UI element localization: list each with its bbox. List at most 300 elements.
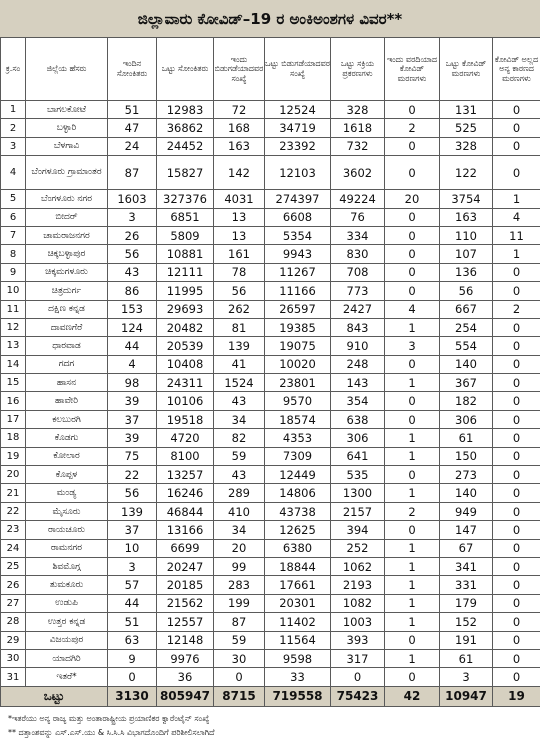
cell-today-infected: 4: [108, 355, 157, 373]
cell-total-discharged: 19075: [265, 337, 331, 355]
cell-today-deaths: 0: [385, 355, 440, 373]
cell-total-deaths: 147: [440, 521, 493, 539]
cell-district-name: ರಾಯಚೂರು: [26, 521, 108, 539]
table-row: [1, 539, 540, 557]
cell-non-covid-deaths: 0: [493, 668, 540, 686]
cell-total-deaths: 554: [440, 337, 493, 355]
cell-district-name: ಬಳ್ಳಾರಿ: [26, 119, 108, 137]
table-row: [1, 190, 540, 208]
cell-total-discharged: 19385: [265, 318, 331, 336]
cell-total-active: 393: [331, 631, 385, 649]
cell-total-deaths: 949: [440, 502, 493, 520]
table-body: [1, 101, 540, 707]
cell-total-infected: 4720: [157, 429, 214, 447]
cell-district-name: ಕಲಬುರಗಿ: [26, 410, 108, 428]
cell-total-discharged: 11166: [265, 282, 331, 300]
cell-today-infected: 139: [108, 502, 157, 520]
cell-today-discharged: 163: [214, 137, 265, 155]
cell-total-infected: 20539: [157, 337, 214, 355]
cell-today-infected: 39: [108, 392, 157, 410]
cell-total-discharged: 9943: [265, 245, 331, 263]
cell-total-active: 638: [331, 410, 385, 428]
cell-today-deaths: 0: [385, 156, 440, 190]
cell-today-infected: 98: [108, 374, 157, 392]
cell-today-discharged: 289: [214, 484, 265, 502]
cell-sl-no: 1: [1, 101, 26, 119]
header-total-discharged: ಒಟ್ಟು ಬಿಡುಗಡೆಯಾದವರ ಸಂಖ್ಯೆ: [265, 38, 331, 101]
cell-today-deaths: 0: [385, 226, 440, 244]
table-row: [1, 392, 540, 410]
cell-today-deaths: 4: [385, 300, 440, 318]
cell-total-discharged: 33: [265, 668, 331, 686]
cell-today-deaths: 0: [385, 245, 440, 263]
cell-non-covid-deaths: 0: [493, 101, 540, 119]
cell-sl-no: 12: [1, 318, 26, 336]
total-today-infected: 3130: [108, 686, 157, 706]
cell-total-infected: 20247: [157, 557, 214, 575]
cell-total-active: 732: [331, 137, 385, 155]
cell-total-infected: 5809: [157, 226, 214, 244]
cell-total-deaths: 152: [440, 613, 493, 631]
cell-sl-no: 8: [1, 245, 26, 263]
table-row: [1, 631, 540, 649]
cell-total-infected: 36: [157, 668, 214, 686]
cell-total-infected: 20185: [157, 576, 214, 594]
cell-non-covid-deaths: 0: [493, 429, 540, 447]
cell-total-infected: 10106: [157, 392, 214, 410]
table-row: [1, 410, 540, 428]
cell-total-deaths: 136: [440, 263, 493, 281]
table-row: [1, 429, 540, 447]
cell-total-discharged: 9570: [265, 392, 331, 410]
cell-total-deaths: 150: [440, 447, 493, 465]
cell-today-infected: 1603: [108, 190, 157, 208]
total-total-active: 75423: [331, 686, 385, 706]
cell-today-infected: 0: [108, 668, 157, 686]
table-row: [1, 245, 540, 263]
cell-sl-no: 21: [1, 484, 26, 502]
cell-today-deaths: 20: [385, 190, 440, 208]
cell-total-infected: 9976: [157, 649, 214, 667]
cell-today-discharged: 43: [214, 392, 265, 410]
footnote-data-source: ** ದತ್ತಾಂಶವನ್ನು ಎಸ್.ಎಸ್.ಯು & ಸಿ.ಸಿ.ಸಿ ವಿಭಾಗದೊಂದಿಗೆ ಪರಿಶೀಲಿಸಲಾಗಿದೆ: [8, 728, 215, 737]
cell-total-active: 394: [331, 521, 385, 539]
cell-today-infected: 86: [108, 282, 157, 300]
cell-today-discharged: 139: [214, 337, 265, 355]
cell-today-deaths: 0: [385, 208, 440, 226]
total-total-infected: 805947: [157, 686, 214, 706]
cell-total-infected: 10881: [157, 245, 214, 263]
cell-total-discharged: 4353: [265, 429, 331, 447]
cell-sl-no: 5: [1, 190, 26, 208]
cell-today-deaths: 0: [385, 631, 440, 649]
table-row: [1, 521, 540, 539]
cell-district-name: ಚಿಕ್ಕಬಳ್ಳಾಪುರ: [26, 245, 108, 263]
cell-total-deaths: 3: [440, 668, 493, 686]
cell-today-deaths: 0: [385, 521, 440, 539]
cell-total-active: 252: [331, 539, 385, 557]
cell-non-covid-deaths: 0: [493, 521, 540, 539]
table-row: [1, 374, 540, 392]
cell-today-infected: 43: [108, 263, 157, 281]
cell-today-deaths: 1: [385, 613, 440, 631]
total-label: ಒಟ್ಟು: [1, 686, 108, 706]
table-row: [1, 282, 540, 300]
cell-total-active: 843: [331, 318, 385, 336]
cell-district-name: ಚಿತ್ರದುರ್ಗ: [26, 282, 108, 300]
cell-total-discharged: 12625: [265, 521, 331, 539]
cell-non-covid-deaths: 0: [493, 576, 540, 594]
cell-district-name: ಹಾವೇರಿ: [26, 392, 108, 410]
cell-total-infected: 36862: [157, 119, 214, 137]
cell-district-name: ಹಾಸನ: [26, 374, 108, 392]
cell-total-infected: 24452: [157, 137, 214, 155]
table-row: [1, 300, 540, 318]
cell-district-name: ಕೋಲಾರ: [26, 447, 108, 465]
cell-today-discharged: 410: [214, 502, 265, 520]
cell-total-discharged: 43738: [265, 502, 331, 520]
cell-sl-no: 25: [1, 557, 26, 575]
cell-today-infected: 10: [108, 539, 157, 557]
cell-today-deaths: 1: [385, 429, 440, 447]
cell-district-name: ಬಾಗಲಕೋಟೆ: [26, 101, 108, 119]
cell-today-discharged: 99: [214, 557, 265, 575]
cell-district-name: ದಾವಣಗೆರೆ: [26, 318, 108, 336]
cell-today-discharged: 168: [214, 119, 265, 137]
cell-today-deaths: 1: [385, 576, 440, 594]
cell-total-infected: 46844: [157, 502, 214, 520]
cell-today-infected: 22: [108, 466, 157, 484]
cell-non-covid-deaths: 4: [493, 208, 540, 226]
cell-district-name: ಚಿಕ್ಕಮಗಳೂರು: [26, 263, 108, 281]
total-non-covid-deaths: 19: [493, 686, 540, 706]
cell-today-discharged: 87: [214, 613, 265, 631]
cell-district-name: ಉಡುಪಿ: [26, 594, 108, 612]
cell-today-deaths: 1: [385, 539, 440, 557]
cell-total-active: 1300: [331, 484, 385, 502]
cell-today-deaths: 0: [385, 392, 440, 410]
cell-total-discharged: 14806: [265, 484, 331, 502]
cell-non-covid-deaths: 0: [493, 337, 540, 355]
footnote-others: *ಇತರೆಯು ಅನ್ಯ ರಾಜ್ಯ ಮತ್ತು ಅಂತಾರಾಷ್ಟ್ರೀಯ ಪ್ರಯಾಣಿಕರ ಕ್ವಾರೆಂಟೈನ್ ಸಂಖ್ಯೆ: [8, 714, 210, 723]
cell-total-infected: 11995: [157, 282, 214, 300]
cell-today-deaths: 0: [385, 410, 440, 428]
cell-sl-no: 9: [1, 263, 26, 281]
cell-total-discharged: 23801: [265, 374, 331, 392]
cell-non-covid-deaths: 0: [493, 137, 540, 155]
cell-total-discharged: 17661: [265, 576, 331, 594]
total-total-deaths: 10947: [440, 686, 493, 706]
cell-total-deaths: 306: [440, 410, 493, 428]
cell-total-deaths: 61: [440, 429, 493, 447]
cell-today-discharged: 13: [214, 208, 265, 226]
cell-today-discharged: 59: [214, 631, 265, 649]
cell-today-deaths: 1: [385, 484, 440, 502]
cell-total-deaths: 367: [440, 374, 493, 392]
cell-district-name: ಮಂಡ್ಯ: [26, 484, 108, 502]
cell-today-discharged: 34: [214, 410, 265, 428]
cell-district-name: ರಾಮನಗರ: [26, 539, 108, 557]
cell-district-name: ಇತರೆ*: [26, 668, 108, 686]
cell-sl-no: 6: [1, 208, 26, 226]
cell-non-covid-deaths: 0: [493, 631, 540, 649]
table-row: [1, 119, 540, 137]
cell-today-discharged: 81: [214, 318, 265, 336]
cell-sl-no: 23: [1, 521, 26, 539]
cell-today-discharged: 30: [214, 649, 265, 667]
cell-today-infected: 37: [108, 410, 157, 428]
cell-today-discharged: 78: [214, 263, 265, 281]
cell-total-discharged: 34719: [265, 119, 331, 137]
cell-today-deaths: 0: [385, 101, 440, 119]
cell-today-infected: 63: [108, 631, 157, 649]
cell-total-discharged: 18844: [265, 557, 331, 575]
cell-today-deaths: 0: [385, 668, 440, 686]
cell-district-name: ಉತ್ತರ ಕನ್ನಡ: [26, 613, 108, 631]
cell-today-infected: 47: [108, 119, 157, 137]
cell-total-active: 143: [331, 374, 385, 392]
table-row: [1, 668, 540, 686]
cell-total-active: 248: [331, 355, 385, 373]
cell-sl-no: 31: [1, 668, 26, 686]
cell-total-active: 773: [331, 282, 385, 300]
cell-today-infected: 44: [108, 337, 157, 355]
cell-total-deaths: 140: [440, 355, 493, 373]
cell-total-deaths: 61: [440, 649, 493, 667]
cell-total-infected: 21562: [157, 594, 214, 612]
cell-total-deaths: 122: [440, 156, 493, 190]
cell-total-infected: 6699: [157, 539, 214, 557]
table-row: [1, 263, 540, 281]
cell-total-active: 910: [331, 337, 385, 355]
cell-today-infected: 87: [108, 156, 157, 190]
cell-total-active: 317: [331, 649, 385, 667]
cell-sl-no: 14: [1, 355, 26, 373]
cell-total-active: 2427: [331, 300, 385, 318]
cell-total-deaths: 3754: [440, 190, 493, 208]
cell-total-discharged: 7309: [265, 447, 331, 465]
cell-today-infected: 3: [108, 557, 157, 575]
header-non-covid-deaths: ಕೋವಿಡ್ ಅಲ್ಲದ ಅನ್ಯ ಕಾರಣದ ಮರಣಗಳು: [493, 38, 540, 101]
cell-total-infected: 12111: [157, 263, 214, 281]
cell-sl-no: 26: [1, 576, 26, 594]
cell-non-covid-deaths: 0: [493, 374, 540, 392]
cell-total-active: 76: [331, 208, 385, 226]
cell-total-discharged: 12449: [265, 466, 331, 484]
cell-total-infected: 10408: [157, 355, 214, 373]
cell-sl-no: 27: [1, 594, 26, 612]
cell-total-deaths: 328: [440, 137, 493, 155]
header-total-infected: ಒಟ್ಟು ಸೋಂಕಿತರು: [157, 38, 214, 101]
cell-sl-no: 29: [1, 631, 26, 649]
header-total-active: ಒಟ್ಟು ಸಕ್ರಿಯ ಪ್ರಕರಣಗಳು: [331, 38, 385, 101]
cell-today-infected: 51: [108, 613, 157, 631]
cell-district-name: ಯಾದಗಿರಿ: [26, 649, 108, 667]
cell-non-covid-deaths: 0: [493, 557, 540, 575]
cell-total-discharged: 6380: [265, 539, 331, 557]
cell-today-deaths: 1: [385, 594, 440, 612]
table-row: [1, 318, 540, 336]
cell-total-infected: 12148: [157, 631, 214, 649]
cell-total-infected: 8100: [157, 447, 214, 465]
cell-total-deaths: 163: [440, 208, 493, 226]
cell-district-name: ದಕ್ಷಿಣ ಕನ್ನಡ: [26, 300, 108, 318]
cell-total-active: 1062: [331, 557, 385, 575]
cell-total-deaths: 140: [440, 484, 493, 502]
cell-district-name: ಬೆಂಗಳೂರು ನಗರ: [26, 190, 108, 208]
cell-today-deaths: 1: [385, 649, 440, 667]
cell-today-deaths: 2: [385, 502, 440, 520]
cell-today-discharged: 0: [214, 668, 265, 686]
cell-total-discharged: 5354: [265, 226, 331, 244]
cell-non-covid-deaths: 0: [493, 539, 540, 557]
cell-today-discharged: 199: [214, 594, 265, 612]
cell-today-discharged: 34: [214, 521, 265, 539]
cell-non-covid-deaths: 0: [493, 410, 540, 428]
cell-total-infected: 327376: [157, 190, 214, 208]
table-row: [1, 557, 540, 575]
cell-today-infected: 26: [108, 226, 157, 244]
cell-total-infected: 24311: [157, 374, 214, 392]
cell-sl-no: 3: [1, 137, 26, 155]
cell-sl-no: 16: [1, 392, 26, 410]
cell-non-covid-deaths: 0: [493, 594, 540, 612]
cell-today-infected: 24: [108, 137, 157, 155]
cell-today-discharged: 59: [214, 447, 265, 465]
table-row: [1, 594, 540, 612]
cell-today-deaths: 0: [385, 282, 440, 300]
cell-today-infected: 3: [108, 208, 157, 226]
cell-total-deaths: 525: [440, 119, 493, 137]
cell-today-infected: 153: [108, 300, 157, 318]
total-total-discharged: 719558: [265, 686, 331, 706]
cell-total-infected: 12983: [157, 101, 214, 119]
cell-total-discharged: 20301: [265, 594, 331, 612]
table-row: [1, 337, 540, 355]
cell-non-covid-deaths: 0: [493, 613, 540, 631]
cell-district-name: ತುಮಕೂರು: [26, 576, 108, 594]
cell-today-infected: 51: [108, 101, 157, 119]
cell-total-deaths: 56: [440, 282, 493, 300]
total-row: [1, 686, 540, 706]
cell-total-active: 3602: [331, 156, 385, 190]
cell-today-discharged: 1524: [214, 374, 265, 392]
cell-sl-no: 20: [1, 466, 26, 484]
cell-today-discharged: 283: [214, 576, 265, 594]
cell-district-name: ಬೀದರ್: [26, 208, 108, 226]
cell-district-name: ವಿಜಯಪುರ: [26, 631, 108, 649]
cell-today-discharged: 72: [214, 101, 265, 119]
cell-today-deaths: 0: [385, 263, 440, 281]
cell-total-active: 2193: [331, 576, 385, 594]
cell-non-covid-deaths: 1: [493, 190, 540, 208]
cell-non-covid-deaths: 0: [493, 119, 540, 137]
cell-district-name: ಬೆಳಗಾವಿ: [26, 137, 108, 155]
cell-total-infected: 20482: [157, 318, 214, 336]
cell-sl-no: 28: [1, 613, 26, 631]
cell-total-active: 1618: [331, 119, 385, 137]
cell-non-covid-deaths: 11: [493, 226, 540, 244]
cell-total-active: 334: [331, 226, 385, 244]
cell-district-name: ಕೊಡಗು: [26, 429, 108, 447]
cell-non-covid-deaths: 0: [493, 318, 540, 336]
header-sl-no: ಕ್ರ.ಸಂ: [1, 38, 26, 101]
cell-sl-no: 10: [1, 282, 26, 300]
cell-today-infected: 9: [108, 649, 157, 667]
table-row: [1, 226, 540, 244]
table-row: [1, 156, 540, 190]
cell-total-discharged: 12524: [265, 101, 331, 119]
cell-district-name: ಬೆಂಗಳೂರು ಗ್ರಾಮಾಂತರ: [26, 156, 108, 190]
cell-sl-no: 22: [1, 502, 26, 520]
cell-today-deaths: 3: [385, 337, 440, 355]
cell-total-active: 354: [331, 392, 385, 410]
cell-today-discharged: 43: [214, 466, 265, 484]
table-row: [1, 649, 540, 667]
header-total-deaths: ಒಟ್ಟು ಕೋವಿಡ್ ಮರಣಗಳು: [440, 38, 493, 101]
cell-total-active: 1082: [331, 594, 385, 612]
cell-total-discharged: 9598: [265, 649, 331, 667]
cell-total-discharged: 11564: [265, 631, 331, 649]
cell-total-active: 535: [331, 466, 385, 484]
cell-today-discharged: 41: [214, 355, 265, 373]
header-today-infected: ಇಂದಿನ ಸೋಂಕಿತರು: [108, 38, 157, 101]
cell-total-deaths: 131: [440, 101, 493, 119]
cell-total-deaths: 331: [440, 576, 493, 594]
cell-sl-no: 19: [1, 447, 26, 465]
cell-sl-no: 2: [1, 119, 26, 137]
cell-today-infected: 56: [108, 245, 157, 263]
cell-today-discharged: 4031: [214, 190, 265, 208]
table-row: [1, 447, 540, 465]
cell-total-deaths: 179: [440, 594, 493, 612]
cell-today-infected: 39: [108, 429, 157, 447]
cell-non-covid-deaths: 2: [493, 300, 540, 318]
cell-district-name: ಕೊಪ್ಪಳ: [26, 466, 108, 484]
cell-today-discharged: 13: [214, 226, 265, 244]
cell-non-covid-deaths: 0: [493, 447, 540, 465]
cell-district-name: ಶಿವಮೊಗ್ಗ: [26, 557, 108, 575]
cell-total-infected: 19518: [157, 410, 214, 428]
cell-total-active: 2157: [331, 502, 385, 520]
cell-today-discharged: 20: [214, 539, 265, 557]
cell-total-discharged: 11402: [265, 613, 331, 631]
cell-today-discharged: 142: [214, 156, 265, 190]
cell-total-active: 708: [331, 263, 385, 281]
cell-total-discharged: 23392: [265, 137, 331, 155]
cell-today-deaths: 0: [385, 137, 440, 155]
cell-sl-no: 30: [1, 649, 26, 667]
cell-total-active: 306: [331, 429, 385, 447]
cell-total-deaths: 182: [440, 392, 493, 410]
covid-district-table: [0, 37, 540, 707]
cell-sl-no: 18: [1, 429, 26, 447]
cell-total-discharged: 10020: [265, 355, 331, 373]
cell-total-deaths: 254: [440, 318, 493, 336]
cell-district-name: ಮೈಸೂರು: [26, 502, 108, 520]
cell-today-deaths: 1: [385, 447, 440, 465]
cell-non-covid-deaths: 0: [493, 466, 540, 484]
cell-sl-no: 13: [1, 337, 26, 355]
footnotes: [8, 712, 538, 740]
cell-total-deaths: 191: [440, 631, 493, 649]
cell-total-infected: 15827: [157, 156, 214, 190]
cell-sl-no: 24: [1, 539, 26, 557]
cell-total-deaths: 667: [440, 300, 493, 318]
cell-total-active: 1003: [331, 613, 385, 631]
table-row: [1, 576, 540, 594]
cell-non-covid-deaths: 0: [493, 502, 540, 520]
